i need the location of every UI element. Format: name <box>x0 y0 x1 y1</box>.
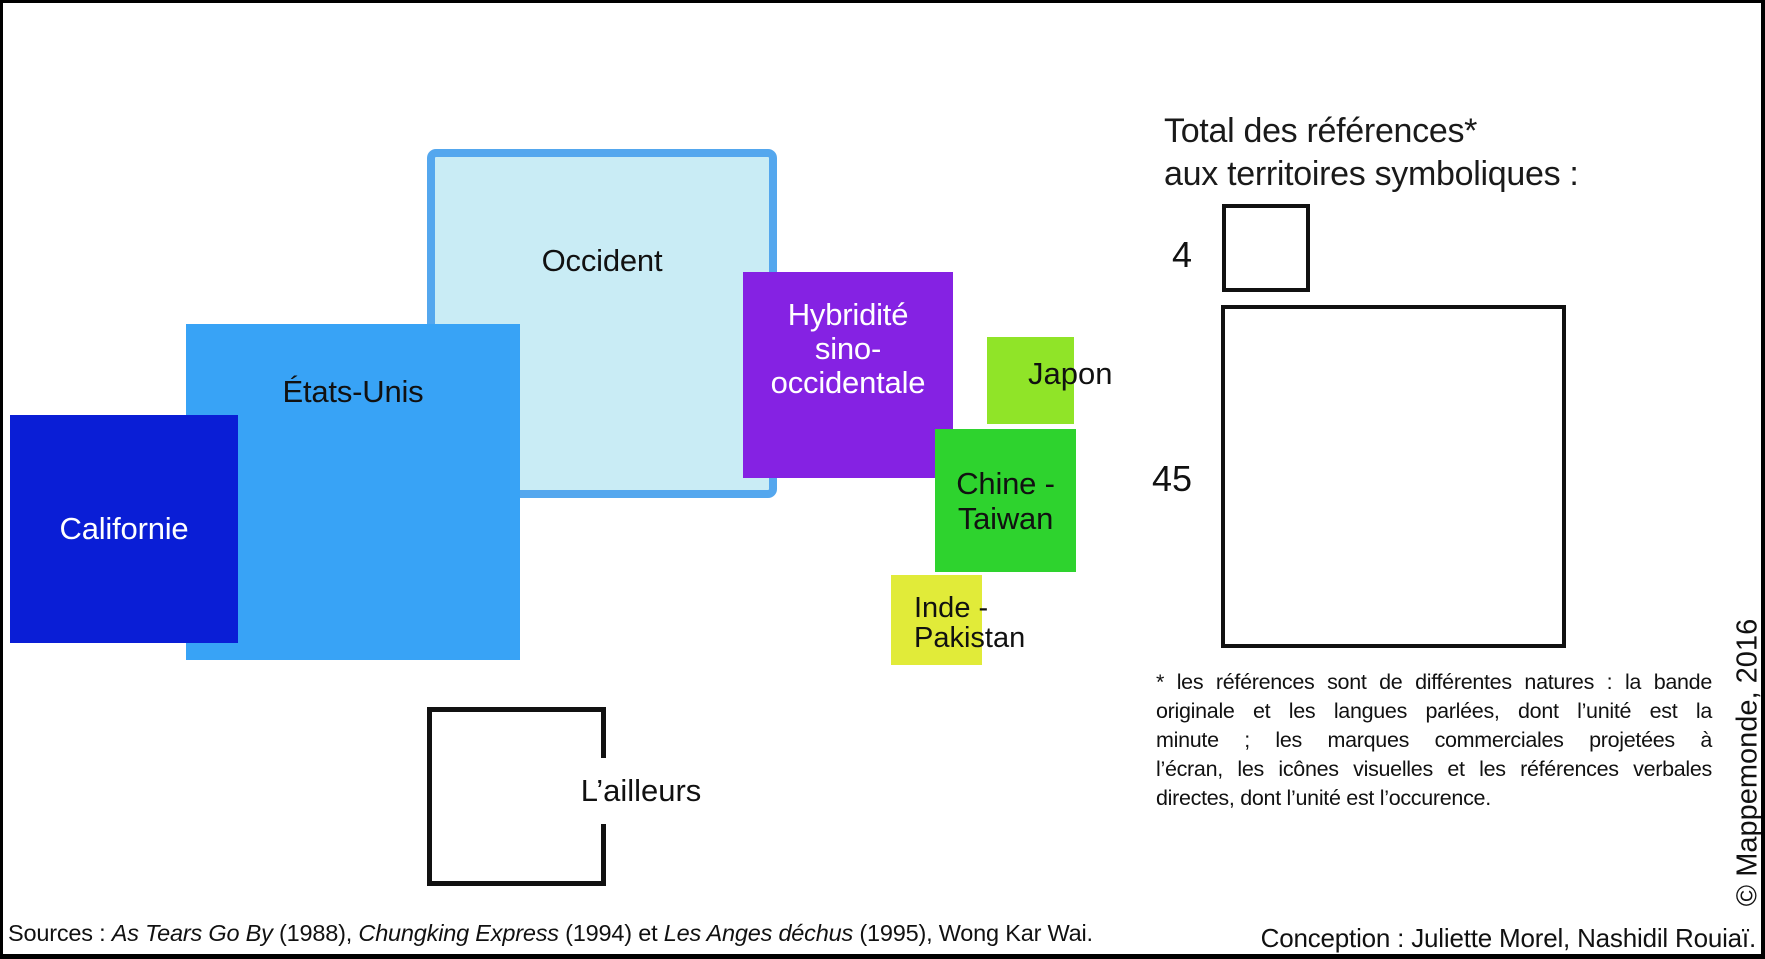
label-line: Pakistan <box>914 622 1026 654</box>
label-line: Hybridité <box>787 297 909 332</box>
film-title: Les Anges déchus <box>663 920 854 946</box>
conception-credit: Conception : Juliette Morel, Nashidil Rouiaï. <box>1260 923 1756 953</box>
label-line: Chine - <box>956 465 1055 501</box>
sources-text: (1994) et <box>558 920 664 946</box>
label-line: Taiwan <box>957 500 1054 536</box>
sources-text: (1995), Wong Kar Wai. <box>853 920 1093 946</box>
footnote-line: directes, dont l’unité est l’occurence. <box>1156 786 1491 810</box>
footnote-line: minute ; les marques commerciales projetées à <box>1156 728 1712 752</box>
label-line: sino- <box>814 331 882 366</box>
label-line: Inde - <box>914 592 989 624</box>
sources-text: (1988), <box>272 920 359 946</box>
sources-text: Sources : <box>8 920 112 946</box>
legend-square-big <box>1221 305 1566 648</box>
label-etats-unis: États-Unis <box>282 374 424 409</box>
label-californie: Californie <box>59 511 189 546</box>
label-chine-taiwan <box>956 466 1055 536</box>
legend-value-45: 45 <box>1151 458 1192 499</box>
sources-credit <box>8 920 1093 947</box>
label-line: occidentale <box>770 365 926 400</box>
label-occident: Occident <box>541 243 663 278</box>
copyright-vertical-text: © Mappemonde, 2016 <box>1731 618 1764 907</box>
label-l-ailleurs: L’ailleurs <box>574 758 708 824</box>
legend-value-4: 4 <box>1171 234 1192 275</box>
film-title: As Tears Go By <box>111 920 273 946</box>
legend-square-small <box>1222 204 1310 292</box>
square-chine-taiwan <box>935 429 1076 572</box>
label-inde-pakistan <box>914 593 1025 653</box>
label-hybridite-sino-occidentale <box>743 298 953 400</box>
square-hybridite-sino-occidentale <box>743 272 953 478</box>
film-title: Chungking Express <box>358 920 559 946</box>
footnote-line: * les références sont de différentes natures : la bande <box>1156 670 1712 694</box>
legend-title-line-2: aux territoires symboliques : <box>1164 155 1579 193</box>
footnote-line: originale et les langues parlées, dont l’unité est la <box>1156 699 1712 723</box>
legend-title-line-1: Total des références* <box>1164 112 1478 150</box>
legend-footnote <box>1156 668 1712 813</box>
footnote-line: l’écran, les icônes visuelles et les références verbales <box>1156 757 1712 781</box>
label-japon: Japon <box>1028 356 1113 391</box>
legend-title <box>1164 110 1579 196</box>
square-californie <box>10 415 238 643</box>
